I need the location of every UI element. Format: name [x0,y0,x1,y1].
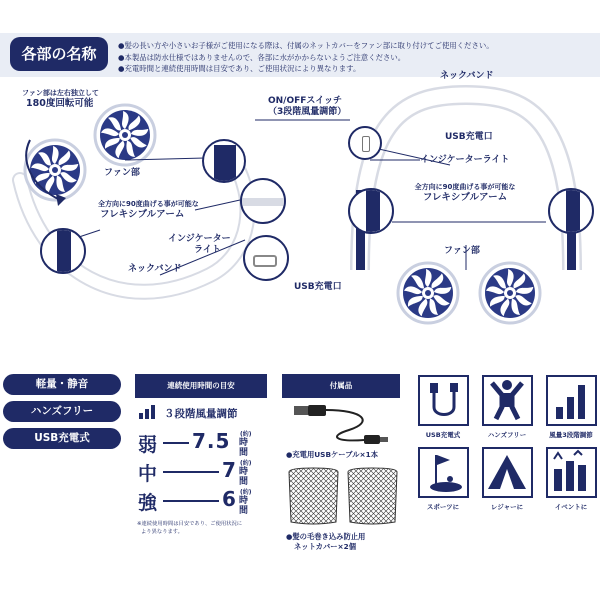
flex-label-left: フレキシブルアーム [100,209,185,220]
indicator-label-center: インジケーター [168,234,231,244]
feature-label: ハンズフリー [487,431,527,439]
unit-strong: 時間 [239,496,249,516]
feature-pill-usb: USB充電式 [3,428,121,449]
flex-note-left: 全方向に90度曲げる事が可能な [98,200,199,208]
net-label-2: ネットカバー×2個 [294,542,357,551]
feature-label: 風量3段階調節 [549,431,593,439]
row-line [163,442,189,444]
feature-label: レジャーに [490,503,524,511]
usage-notes [118,40,598,75]
signal-bars-feature-icon [546,375,597,426]
feature-label: スポーツに [426,503,460,511]
level-strong: 強 [138,492,158,514]
hours-strong: 6 [222,487,237,511]
person-hands-up-icon [482,375,533,426]
unit-weak: 時間 [239,438,249,458]
indicator-label-right: インジケーターライト [420,155,510,165]
note-line: ●本製品は防水仕様ではありませんので、各部に水がかからないようご注意ください。 [118,52,406,62]
usb-label-right: USB充電口 [445,132,493,142]
fan-right-1 [398,263,458,323]
golf-flag-icon [418,447,469,498]
fan-label-left: ファン部 [104,168,140,178]
usb-zoom-circle [243,235,289,281]
right-arm-zoom-circle-1 [348,188,394,234]
level-medium: 中 [138,463,158,485]
rotate-note: ファン部は左右独立して [22,89,99,97]
note-line: ●髪の長い方や小さいお子様がご使用になる際は、付属のネットカバーをファン部に取り付けてご使用ください。 [118,41,494,50]
approx-weak: (約) [240,431,252,438]
feature-pill-handsfree: ハンズフリー [3,401,121,422]
indicator-zoom-circle [240,178,286,224]
hours-weak: 7.5 [192,429,231,453]
switch-label-sub: （3段階風量調節） [268,107,347,117]
usb-cable-image [294,402,394,448]
neckband-label-right: ネックバンド [440,71,494,81]
indicator-label-center-2: ライト [194,245,221,255]
approx-medium: (約) [240,460,252,467]
hours-medium: 7 [222,458,237,482]
net-label: ●髪の毛巻き込み防止用 [286,532,366,541]
fan-right-2 [480,263,540,323]
raised-hands-icon [546,447,597,498]
net-cover-image [286,466,406,528]
level-weak: 弱 [138,434,158,456]
runtime-note-2: より異なります。 [141,529,183,535]
accessories-heading: 付属品 [282,374,400,398]
flex-label-right: フレキシブルアーム [422,192,508,203]
fan-left-1 [25,140,85,200]
cable-label: ●充電用USBケーブル×1本 [286,450,379,459]
approx-strong: (約) [240,489,252,496]
usb-cable-icon [418,375,469,426]
unit-medium: 時間 [239,467,249,487]
usb-label-center: USB充電口 [294,282,342,292]
fan-label-right: ファン部 [444,246,480,256]
feature-pill-light: 軽量・静音 [3,374,121,395]
row-line [163,471,219,473]
flex-note-right: 全方向に90度曲げる事が可能な [414,183,516,191]
product-diagram [0,80,600,360]
signal-bars-icon [139,405,159,419]
rotate-label: 180度回転可能 [26,98,94,109]
runtime-heading: 連続使用時間の目安 [135,374,267,398]
neckband-label-left: ネックバンド [128,264,182,274]
row-line [163,500,219,502]
flex-arm-zoom-circle [40,228,86,274]
right-arm-zoom-circle-2 [548,188,594,234]
fan-left-2 [95,105,155,165]
runtime-note: ※連続使用時間は目安であり、ご使用状況に [137,521,243,527]
right-port-zoom-circle [348,126,382,160]
feature-label: USB充電式 [425,431,461,439]
switch-zoom-circle [202,139,246,183]
adjust-label: ３段階風量調節 [164,408,238,420]
tent-icon [482,447,533,498]
switch-label: ON/OFFスイッチ [268,96,343,106]
feature-label: イベントに [554,503,588,511]
section-title: 各部の名称 [10,37,108,71]
note-line: ●充電時間と連続使用時間は目安であり、ご使用状況により異なります。 [118,64,361,73]
